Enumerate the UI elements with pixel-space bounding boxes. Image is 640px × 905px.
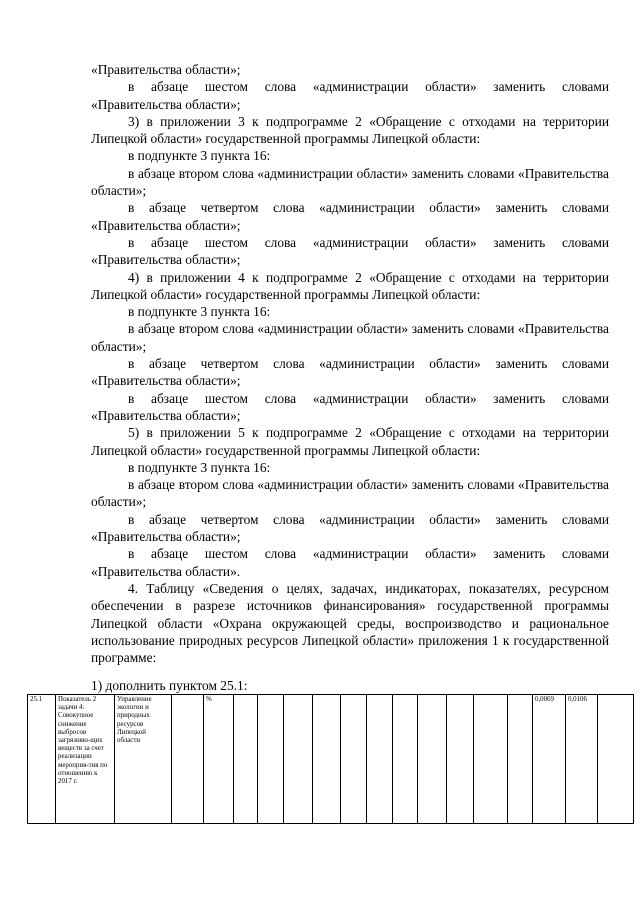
table-cell: %	[204, 695, 234, 824]
table-cell	[313, 695, 341, 824]
table-cell	[447, 695, 474, 824]
table-cell: Управление экологии и природных ресурсов Липецкой области	[115, 695, 172, 824]
paragraph: в абзаце четвертом слова «администрации области» заменить словами «Правительства области»;	[91, 200, 609, 233]
paragraph: в абзаце втором слова «администрации области» заменить словами «Правительства области»;	[91, 477, 609, 510]
table-cell: 25.1	[28, 695, 56, 824]
table-cell: Показатель 2 задачи 4: Совокупное снижение выбросов загрязняю-щих веществ за счет реализации мероприя-тия по отношению к 2017 г.	[56, 695, 115, 824]
paragraph: 4. Таблицу «Сведения о целях, задачах, индикаторах, показателях, ресурсном обеспечении в разрезе источников финансирования» государственной программы Липецкой области «Охрана окружающей среды, воспроизводство и рациональное использование природных ресурсов Липецкой области» приложения 1 к государственной программе:	[91, 580, 609, 666]
table-cell	[393, 695, 418, 824]
paragraph: 4) в приложении 4 к подпрограмме 2 «Обращение с отходами на территории Липецкой области» государственной программы Липецкой области:	[91, 269, 609, 302]
indicator-table	[27, 694, 634, 824]
table-cell	[367, 695, 393, 824]
document-body	[91, 61, 609, 666]
paragraph: «Правительства области»;	[91, 62, 241, 77]
table-cell	[258, 695, 284, 824]
table-cell	[172, 695, 204, 824]
paragraph: в подпункте 3 пункта 16:	[128, 304, 271, 320]
paragraph: в абзаце втором слова «администрации области» заменить словами «Правительства области»;	[91, 321, 609, 354]
paragraph: в абзаце шестом слова «администрации области» заменить словами «Правительства области»;	[91, 79, 609, 112]
table-cell	[418, 695, 447, 824]
table-row	[28, 695, 634, 824]
paragraph: в абзаце четвертом слова «администрации области» заменить словами «Правительства области»;	[91, 511, 609, 545]
paragraph: в абзаце шестом слова «администрации области» заменить словами «Правительства области»;	[91, 390, 609, 423]
paragraph: в абзаце шестом слова «администрации области» заменить словами «Правительства области».	[91, 546, 609, 579]
table-cell	[234, 695, 258, 824]
table-cell	[598, 695, 634, 824]
table-cell	[341, 695, 367, 824]
paragraph: в подпункте 3 пункта 16:	[128, 148, 271, 164]
paragraph: в абзаце четвертом слова «администрации области» заменить словами «Правительства области»;	[91, 356, 609, 389]
list-item-lead: 1) дополнить пунктом 25.1:	[91, 678, 248, 693]
table-cell	[508, 695, 533, 824]
table-cell	[284, 695, 313, 824]
paragraph: в абзаце шестом слова «администрации области» заменить словами «Правительства области»;	[91, 234, 609, 268]
paragraph: в абзаце втором слова «администрации области» заменить словами «Правительства области»;	[91, 165, 609, 199]
table-cell: 0,0106	[566, 695, 598, 824]
paragraph: в подпункте 3 пункта 16:	[128, 459, 271, 475]
paragraph: 3) в приложении 3 к подпрограмме 2 «Обращение с отходами на территории Липецкой области» государственной программы Липецкой области:	[91, 113, 609, 147]
table-cell	[474, 695, 508, 824]
paragraph: 5) в приложении 5 к подпрограмме 2 «Обращение с отходами на территории Липецкой области» государственной программы Липецкой области:	[91, 425, 609, 458]
table-cell: 0,0069	[533, 695, 566, 824]
